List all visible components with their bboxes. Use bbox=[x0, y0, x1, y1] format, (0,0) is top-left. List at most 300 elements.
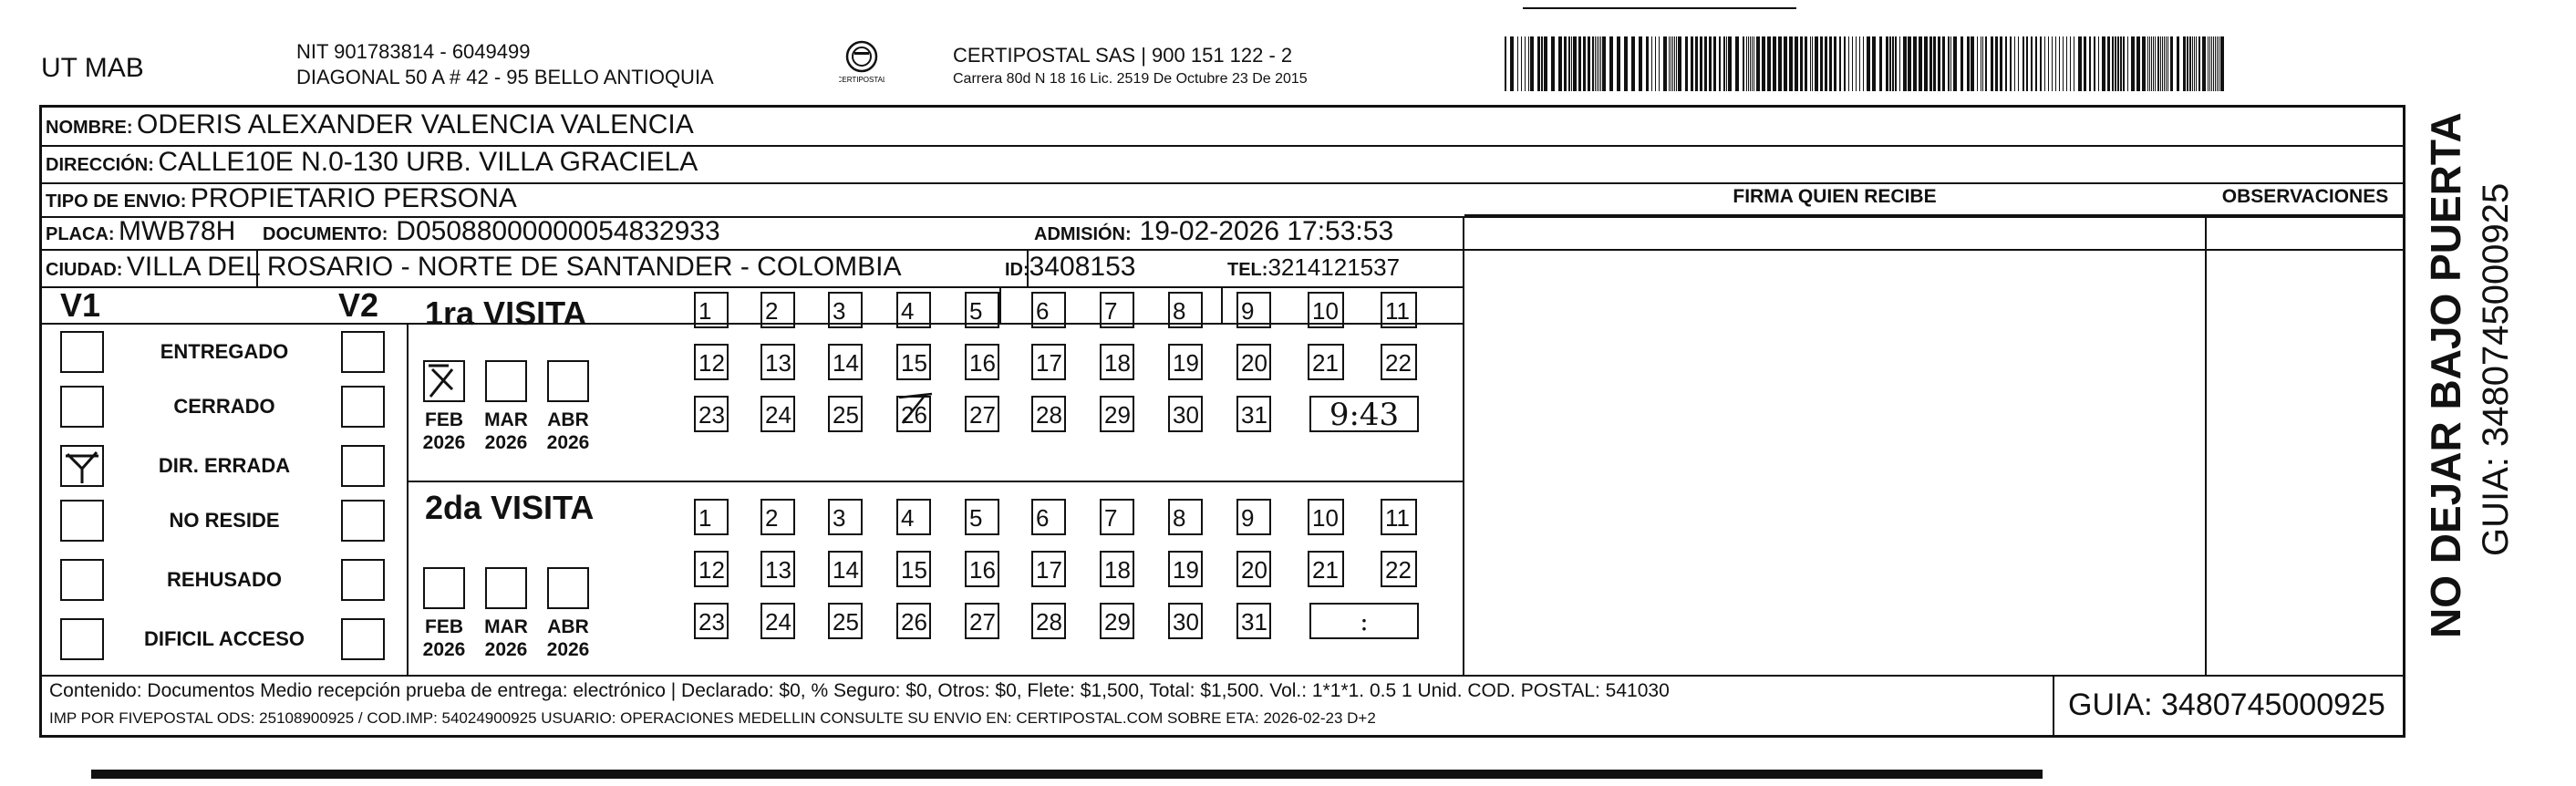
visit1-day-box[interactable]: 5 bbox=[965, 292, 999, 328]
barcode-bar bbox=[2183, 36, 2186, 91]
visit1-day-box[interactable]: 23 bbox=[694, 396, 729, 432]
barcode-bar bbox=[2142, 36, 2146, 91]
barcode-bar bbox=[1651, 36, 1652, 91]
visit1-time-box[interactable]: 9:43 bbox=[1309, 396, 1419, 432]
visit1-day-box[interactable]: 24 bbox=[760, 396, 795, 432]
visit1-title: 1ra VISITA bbox=[425, 295, 587, 332]
visit1-day-box[interactable]: 29 bbox=[1100, 396, 1134, 432]
barcode-bar bbox=[2131, 36, 2135, 91]
sender-title: UT MAB bbox=[41, 53, 144, 83]
status-label: NO RESIDE bbox=[169, 509, 280, 532]
barcode-bar bbox=[1886, 36, 1888, 91]
footer-contents: Contenido: Documentos Medio recepción prueba de entrega: electrónico | Declarado: $0, % Seguro: $0, Otros: $0, Flete: $1,500, Total: $1,500. Vol.: 1*1*1. 0.5 1 Unid. COD. POSTAL: 541030 bbox=[49, 680, 1670, 701]
barcode-bar bbox=[1991, 36, 1993, 91]
barcode-bar bbox=[2107, 36, 2110, 91]
v2-checkbox[interactable] bbox=[341, 331, 385, 373]
visit2-day-box[interactable]: 23 bbox=[694, 603, 729, 639]
documento-value: D05088000000054832933 bbox=[396, 216, 720, 246]
visit2-day-box[interactable]: 18 bbox=[1100, 551, 1134, 587]
visit1-day-box[interactable]: 13 bbox=[760, 344, 795, 380]
v1-checkbox[interactable] bbox=[60, 618, 104, 660]
barcode-bar bbox=[2018, 36, 2019, 91]
barcode-bar bbox=[1676, 36, 1677, 91]
visit2-day-box[interactable]: 27 bbox=[965, 603, 999, 639]
id-label: ID: bbox=[1005, 260, 1029, 280]
visit2-day-box[interactable]: 11 bbox=[1381, 499, 1417, 535]
month-label: FEB bbox=[425, 409, 463, 430]
barcode-bar bbox=[1588, 36, 1590, 91]
barcode-bar bbox=[2177, 36, 2179, 91]
month-label: ABR bbox=[547, 616, 589, 637]
visit2-day-box[interactable]: 16 bbox=[965, 551, 999, 587]
visit1-month-label bbox=[479, 409, 533, 454]
barcode-bar bbox=[1929, 36, 1932, 91]
barcode-bar bbox=[1726, 36, 1727, 91]
visit2-day-box[interactable]: 7 bbox=[1100, 499, 1134, 535]
barcode-bar bbox=[1995, 36, 1998, 91]
barcode-bar bbox=[2048, 36, 2049, 91]
visit2-title: 2da VISITA bbox=[425, 489, 595, 526]
visit1-day-box[interactable]: 8 bbox=[1168, 292, 1203, 328]
barcode-bar bbox=[2170, 36, 2173, 91]
barcode-bar bbox=[2031, 36, 2033, 91]
barcode-bar bbox=[2052, 36, 2053, 91]
barcode-bar bbox=[1948, 36, 1950, 91]
visit2-day-box[interactable]: 20 bbox=[1236, 551, 1271, 587]
v1-checkbox[interactable] bbox=[60, 386, 104, 428]
barcode-bar bbox=[1913, 36, 1917, 91]
barcode-bar bbox=[1924, 36, 1928, 91]
placa-value: MWB78H bbox=[119, 216, 236, 246]
barcode-bar bbox=[1709, 36, 1712, 91]
visit1-day-box[interactable]: 15 bbox=[896, 344, 931, 380]
barcode-bar bbox=[1789, 36, 1793, 91]
barcode-bar bbox=[1820, 36, 1823, 91]
tel-label: TEL: bbox=[1227, 260, 1268, 280]
v2-checkbox[interactable] bbox=[341, 500, 385, 542]
barcode-bar bbox=[1583, 36, 1586, 91]
firma-header: FIRMA QUIEN RECIBE bbox=[1733, 186, 1937, 207]
visit1-day-box[interactable]: 14 bbox=[828, 344, 863, 380]
month-label: MAR bbox=[484, 616, 528, 637]
barcode-bar bbox=[2102, 36, 2105, 91]
barcode-bar bbox=[2112, 36, 2114, 91]
barcode-bar bbox=[2166, 36, 2167, 91]
visit2-day-box[interactable]: 29 bbox=[1100, 603, 1134, 639]
barcode-bar bbox=[2220, 36, 2224, 91]
v1-checkbox[interactable] bbox=[60, 559, 104, 601]
barcode-bar bbox=[2010, 36, 2012, 91]
barcode-bar bbox=[1743, 36, 1744, 91]
visit2-time-box[interactable]: : bbox=[1309, 603, 1419, 639]
admision-value: 19-02-2026 17:53:53 bbox=[1139, 216, 1394, 246]
barcode-bar bbox=[1541, 36, 1543, 91]
visit2-day-box[interactable]: 8 bbox=[1168, 499, 1203, 535]
sender-nit: NIT 901783814 - 6049499 bbox=[296, 40, 531, 63]
visit2-month-box[interactable] bbox=[423, 567, 465, 609]
visit1-day-box[interactable]: 9 bbox=[1236, 292, 1271, 328]
barcode-bar bbox=[2014, 36, 2015, 91]
visit2-day-box[interactable]: 14 bbox=[828, 551, 863, 587]
status-label: CERRADO bbox=[173, 395, 275, 418]
visit2-day-box[interactable]: 21 bbox=[1308, 551, 1344, 587]
barcode-bar bbox=[1631, 36, 1635, 91]
nombre-label: NOMBRE: bbox=[46, 118, 133, 138]
visit1-day-box[interactable]: 6 bbox=[1031, 292, 1066, 328]
barcode-bar bbox=[1848, 36, 1849, 91]
barcode-bar bbox=[2167, 36, 2168, 91]
status-label: ENTREGADO bbox=[160, 340, 289, 363]
barcode-bar bbox=[1700, 36, 1702, 91]
barcode-bar bbox=[1967, 36, 1970, 91]
visit2-day-box[interactable]: 31 bbox=[1236, 603, 1271, 639]
barcode-bar bbox=[1800, 36, 1803, 91]
barcode-bar bbox=[2157, 36, 2159, 91]
barcode-bar bbox=[2059, 36, 2060, 91]
visit1-day-box[interactable]: 21 bbox=[1308, 344, 1344, 380]
year-label: 2026 bbox=[484, 639, 528, 661]
barcode-bar bbox=[1568, 36, 1570, 91]
company-name: CERTIPOSTAL SAS | 900 151 122 - 2 bbox=[953, 44, 1293, 67]
barcode-bar bbox=[1530, 36, 1534, 91]
visit2-day-box[interactable]: 13 bbox=[760, 551, 795, 587]
barcode-bar bbox=[1889, 36, 1891, 91]
tipo-envio-label: TIPO DE ENVIO: bbox=[46, 191, 187, 212]
admision-label: ADMISIÓN: bbox=[1034, 224, 1132, 244]
barcode-bar bbox=[1950, 36, 1951, 91]
barcode-bar bbox=[1762, 36, 1765, 91]
no-dejar-warning: NO DEJAR BAJO PUERTA bbox=[2422, 112, 2469, 638]
barcode-bar bbox=[1544, 36, 1547, 91]
barcode-bar bbox=[2005, 36, 2007, 91]
barcode-bar bbox=[2063, 36, 2064, 91]
barcode-bar bbox=[1750, 36, 1751, 91]
visit1-day-box[interactable]: 2 bbox=[760, 292, 795, 328]
v1-checkbox[interactable] bbox=[60, 500, 104, 542]
barcode-bar bbox=[2035, 36, 2037, 91]
barcode-bar bbox=[1812, 36, 1813, 91]
barcode-bar bbox=[2153, 36, 2154, 91]
barcode-bar bbox=[2160, 36, 2161, 91]
id-value: 3408153 bbox=[1029, 252, 1136, 282]
footer-guia: GUIA: 3480745000925 bbox=[2068, 688, 2385, 722]
barcode-bar bbox=[1844, 36, 1846, 91]
visit1-day-box[interactable]: 31 bbox=[1236, 396, 1271, 432]
barcode-bar bbox=[1895, 36, 1897, 91]
status-label: REHUSADO bbox=[167, 568, 282, 591]
barcode-bar bbox=[1942, 36, 1945, 91]
barcode-bar bbox=[2196, 36, 2197, 91]
barcode-bar bbox=[2209, 36, 2210, 91]
barcode-bar bbox=[1713, 36, 1716, 91]
visit2-day-box[interactable]: 28 bbox=[1031, 603, 1066, 639]
barcode-bar bbox=[1982, 36, 1983, 91]
observaciones-header: OBSERVACIONES bbox=[2221, 186, 2389, 207]
logo-text: CERTIPOSTAL bbox=[839, 76, 885, 84]
v2-checkbox[interactable] bbox=[341, 559, 385, 601]
barcode-bar bbox=[1746, 36, 1747, 91]
barcode-bar bbox=[1685, 36, 1688, 91]
barcode-bar bbox=[2217, 36, 2218, 91]
barcode-bar bbox=[1517, 36, 1518, 91]
barcode-bar bbox=[1834, 36, 1836, 91]
barcode-bar bbox=[1892, 36, 1894, 91]
month-label: FEB bbox=[425, 616, 463, 637]
barcode-bar bbox=[1578, 36, 1581, 91]
visit1-day-box[interactable]: 22 bbox=[1381, 344, 1417, 380]
visit1-month-box[interactable] bbox=[547, 360, 589, 402]
barcode-bar bbox=[1852, 36, 1853, 91]
visit1-day-box[interactable]: 18 bbox=[1100, 344, 1134, 380]
barcode bbox=[1505, 36, 2229, 93]
visit2-day-box[interactable]: 26 bbox=[896, 603, 931, 639]
barcode-bar bbox=[1510, 36, 1514, 91]
v2-checkbox[interactable] bbox=[341, 445, 385, 487]
barcode-bar bbox=[1728, 36, 1732, 91]
barcode-bar bbox=[1985, 36, 1987, 91]
visit2-day-box[interactable]: 1 bbox=[694, 499, 729, 535]
barcode-bar bbox=[1953, 36, 1957, 91]
barcode-bar bbox=[1971, 36, 1974, 91]
barcode-bar bbox=[2198, 36, 2200, 91]
year-label: 2026 bbox=[422, 432, 466, 454]
tel-value: 3214121537 bbox=[1267, 253, 1401, 281]
barcode-bar bbox=[1908, 36, 1911, 91]
barcode-bar bbox=[1773, 36, 1776, 91]
visit2-day-box[interactable]: 25 bbox=[828, 603, 863, 639]
visit1-day-box[interactable]: 10 bbox=[1308, 292, 1344, 328]
visit1-day-box[interactable]: 3 bbox=[828, 292, 863, 328]
ciudad-label: CIUDAD: bbox=[46, 260, 123, 280]
barcode-bar bbox=[1805, 36, 1807, 91]
barcode-bar bbox=[1617, 36, 1620, 91]
v1-checkbox-marked[interactable] bbox=[60, 445, 104, 487]
visit2-day-box[interactable]: 5 bbox=[965, 499, 999, 535]
barcode-bar bbox=[2211, 36, 2212, 91]
status-label: DIR. ERRADA bbox=[158, 454, 291, 477]
barcode-bar bbox=[2123, 36, 2125, 91]
ciudad-value: VILLA DEL ROSARIO - NORTE DE SANTANDER - COLOMBIA bbox=[126, 252, 902, 282]
visit1-day-box[interactable]: 1 bbox=[694, 292, 729, 328]
visit1-day-box[interactable]: 17 bbox=[1031, 344, 1066, 380]
barcode-bar bbox=[1752, 36, 1753, 91]
direccion-label: DIRECCIÓN: bbox=[46, 155, 154, 175]
v2-checkbox[interactable] bbox=[341, 386, 385, 428]
barcode-bar bbox=[1600, 36, 1601, 91]
visit2-day-box[interactable]: 19 bbox=[1168, 551, 1203, 587]
visit1-day-box[interactable]: 16 bbox=[965, 344, 999, 380]
visit2-month-label bbox=[479, 615, 533, 661]
barcode-bar bbox=[2078, 36, 2082, 91]
certipostal-logo bbox=[839, 38, 885, 94]
barcode-bar bbox=[1663, 36, 1667, 91]
barcode-bar bbox=[1639, 36, 1642, 91]
barcode-bar bbox=[1938, 36, 1940, 91]
visit1-day-box[interactable]: 12 bbox=[694, 344, 729, 380]
side-guia: GUIA: 3480745000925 bbox=[2476, 182, 2516, 556]
visit2-day-box[interactable]: 30 bbox=[1168, 603, 1203, 639]
barcode-bar bbox=[1825, 36, 1827, 91]
year-label: 2026 bbox=[422, 639, 466, 661]
barcode-bar bbox=[1669, 36, 1670, 91]
barcode-bar bbox=[2164, 36, 2165, 91]
signature-area[interactable] bbox=[1469, 252, 2198, 671]
barcode-bar bbox=[1879, 36, 1882, 91]
barcode-bar bbox=[1672, 36, 1673, 91]
v2-header: V2 bbox=[338, 286, 379, 324]
sender-address: DIAGONAL 50 A # 42 - 95 BELLO ANTIOQUIA bbox=[296, 66, 714, 88]
barcode-bar bbox=[1564, 36, 1567, 91]
company-license: Carrera 80d N 18 16 Lic. 2519 De Octubre 23 De 2015 bbox=[953, 71, 1308, 87]
v2-checkbox[interactable] bbox=[341, 618, 385, 660]
barcode-bar bbox=[2187, 36, 2188, 91]
barcode-bar bbox=[1829, 36, 1832, 91]
barcode-bar bbox=[1609, 36, 1613, 91]
barcode-bar bbox=[1655, 36, 1656, 91]
barcode-bar bbox=[2066, 36, 2067, 91]
barcode-bar bbox=[1856, 36, 1857, 91]
visit1-day-box-marked[interactable]: 26 bbox=[896, 396, 931, 432]
barcode-bar bbox=[2026, 36, 2028, 91]
visit2-month-label bbox=[541, 615, 595, 661]
barcode-bar bbox=[1859, 36, 1860, 91]
barcode-bar bbox=[1659, 36, 1660, 91]
tipo-envio-value: PROPIETARIO PERSONA bbox=[190, 183, 517, 213]
v1-checkbox[interactable] bbox=[60, 331, 104, 373]
barcode-bar bbox=[2094, 36, 2095, 91]
visit2-day-box[interactable]: 24 bbox=[760, 603, 795, 639]
barcode-bar bbox=[1624, 36, 1628, 91]
barcode-bar bbox=[1704, 36, 1707, 91]
month-label: MAR bbox=[484, 409, 528, 430]
visit1-day-box[interactable]: 11 bbox=[1381, 292, 1417, 328]
documento-label: DOCUMENTO: bbox=[263, 224, 388, 244]
visit1-day-box[interactable]: 19 bbox=[1168, 344, 1203, 380]
visit1-day-box[interactable]: 27 bbox=[965, 396, 999, 432]
visit1-month-label bbox=[541, 409, 595, 454]
visit1-month-box[interactable] bbox=[485, 360, 527, 402]
barcode-bar bbox=[1597, 36, 1598, 91]
barcode-bar bbox=[1977, 36, 1978, 91]
barcode-bar bbox=[2000, 36, 2002, 91]
barcode-bar bbox=[1592, 36, 1594, 91]
visit2-day-box[interactable]: 3 bbox=[828, 499, 863, 535]
barcode-bar bbox=[2147, 36, 2148, 91]
barcode-bar bbox=[1756, 36, 1760, 91]
barcode-bar bbox=[1735, 36, 1739, 91]
visit2-month-label bbox=[417, 615, 471, 661]
visit2-month-box[interactable] bbox=[547, 567, 589, 609]
visit1-day-box[interactable]: 28 bbox=[1031, 396, 1066, 432]
visit2-day-box[interactable]: 9 bbox=[1236, 499, 1271, 535]
barcode-bar bbox=[2044, 36, 2045, 91]
barcode-bar bbox=[1899, 36, 1900, 91]
nombre-value: ODERIS ALEXANDER VALENCIA VALENCIA bbox=[137, 109, 694, 140]
barcode-bar bbox=[1678, 36, 1681, 91]
visit2-day-box[interactable]: 17 bbox=[1031, 551, 1066, 587]
barcode-bar bbox=[2070, 36, 2071, 91]
barcode-bar bbox=[1528, 36, 1529, 91]
barcode-bar bbox=[1537, 36, 1540, 91]
observations-area[interactable] bbox=[2210, 252, 2398, 671]
barcode-bar bbox=[2127, 36, 2128, 91]
visit2-day-box[interactable]: 15 bbox=[896, 551, 931, 587]
barcode-bar bbox=[1674, 36, 1675, 91]
barcode-bar bbox=[1521, 36, 1522, 91]
barcode-bar bbox=[1695, 36, 1698, 91]
barcode-bar bbox=[2155, 36, 2156, 91]
visit1-day-box[interactable]: 30 bbox=[1168, 396, 1203, 432]
barcode-bar bbox=[2149, 36, 2150, 91]
barcode-bar bbox=[1767, 36, 1771, 91]
barcode-bar bbox=[2202, 36, 2206, 91]
barcode-bar bbox=[2213, 36, 2214, 91]
barcode-bar bbox=[2151, 36, 2152, 91]
visit2-day-box[interactable]: 12 bbox=[694, 551, 729, 587]
barcode-bar bbox=[1719, 36, 1721, 91]
barcode-bar bbox=[2208, 36, 2209, 91]
visit2-day-box[interactable]: 4 bbox=[896, 499, 931, 535]
barcode-bar bbox=[2215, 36, 2216, 91]
visit2-month-box[interactable] bbox=[485, 567, 527, 609]
barcode-bar bbox=[1598, 36, 1599, 91]
barcode-bar bbox=[1960, 36, 1963, 91]
barcode-bar bbox=[1602, 36, 1606, 91]
barcode-bar bbox=[1810, 36, 1811, 91]
barcode-bar bbox=[2120, 36, 2122, 91]
footer-print-info: IMP POR FIVEPOSTAL ODS: 25108900925 / COD.IMP: 54024900925 USUARIO: OPERACIONES MEDELLIN CONSULTE SU ENVIO EN: CERTIPOSTAL.COM SOBRE ETA: 2026-02-23 D+2 bbox=[49, 709, 1376, 727]
barcode-bar bbox=[1795, 36, 1798, 91]
visit2-day-box[interactable]: 6 bbox=[1031, 499, 1066, 535]
delivery-form bbox=[39, 105, 2405, 738]
year-label: 2026 bbox=[546, 639, 590, 661]
visit2-day-box[interactable]: 22 bbox=[1381, 551, 1417, 587]
visit2-day-box[interactable]: 10 bbox=[1308, 499, 1344, 535]
visit2-day-box[interactable]: 2 bbox=[760, 499, 795, 535]
visit1-day-box[interactable]: 20 bbox=[1236, 344, 1271, 380]
visit1-day-box[interactable]: 4 bbox=[896, 292, 931, 328]
barcode-bar bbox=[2194, 36, 2195, 91]
barcode-bar bbox=[2189, 36, 2191, 91]
barcode-bar bbox=[2115, 36, 2116, 91]
visit1-month-label bbox=[417, 409, 471, 454]
barcode-bar bbox=[1839, 36, 1841, 91]
barcode-bar bbox=[2089, 36, 2091, 91]
barcode-bar bbox=[1595, 36, 1596, 91]
barcode-bar bbox=[1691, 36, 1693, 91]
visit1-day-box[interactable]: 7 bbox=[1100, 292, 1134, 328]
barcode-bar bbox=[1867, 36, 1870, 91]
status-label: DIFICIL ACCESO bbox=[143, 627, 305, 650]
barcode-bar bbox=[1872, 36, 1876, 91]
barcode-bar bbox=[2117, 36, 2119, 91]
barcode-bar bbox=[1571, 36, 1572, 91]
barcode-bar bbox=[2162, 36, 2163, 91]
v1-header: V1 bbox=[60, 286, 101, 324]
visit1-month-box-marked[interactable] bbox=[423, 360, 465, 402]
month-label: ABR bbox=[547, 409, 589, 430]
barcode-bar bbox=[1784, 36, 1787, 91]
visit1-day-box[interactable]: 25 bbox=[828, 396, 863, 432]
direccion-value: CALLE10E N.0-130 URB. VILLA GRACIELA bbox=[158, 147, 698, 177]
barcode-bar bbox=[2055, 36, 2056, 91]
barcode-bar bbox=[2192, 36, 2193, 91]
barcode-bar bbox=[2098, 36, 2099, 91]
barcode-bar bbox=[2084, 36, 2086, 91]
year-label: 2026 bbox=[546, 432, 590, 454]
barcode-bar bbox=[1748, 36, 1749, 91]
year-label: 2026 bbox=[484, 432, 528, 454]
